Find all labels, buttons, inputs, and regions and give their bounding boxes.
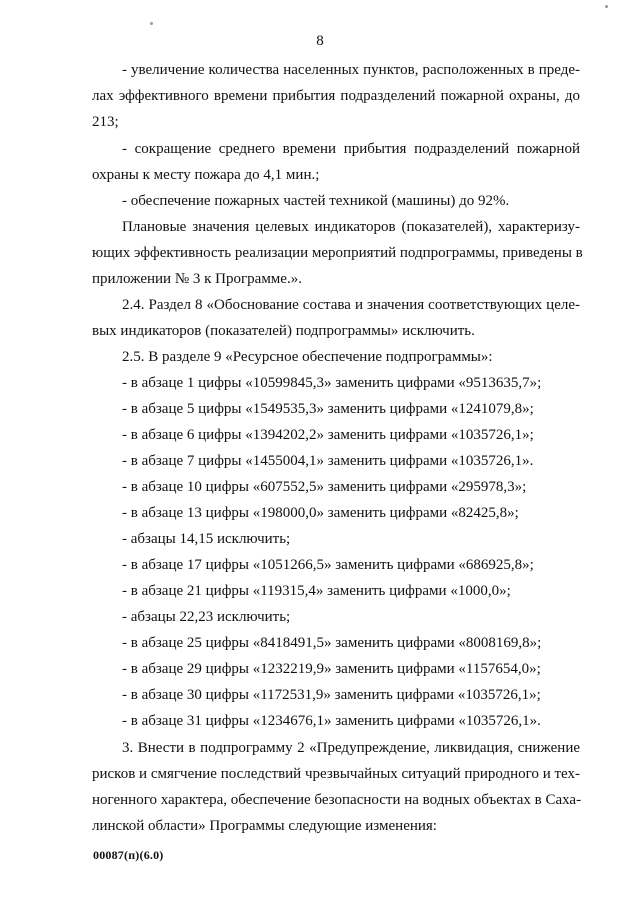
document-code: 00087(п)(6.0) [93, 848, 164, 862]
text-line: - сокращение среднего времени прибытия подразделений пожарной [122, 141, 580, 157]
text-line: - в абзаце 10 цифры «607552,5» заменить цифрами «295978,3»; [122, 479, 527, 495]
text-line: приложении № 3 к Программе.». [92, 271, 302, 287]
scan-speck [605, 5, 608, 8]
text-line: ющих эффективность реализации мероприятий подпрограммы, приведены в [92, 245, 583, 261]
text-line: 2.4. Раздел 8 «Обоснование состава и значения соответствующих целе- [122, 297, 580, 313]
text-line: линской области» Программы следующие изменения: [92, 818, 437, 834]
text-line: ногенного характера, обеспечение безопасности на водных объектах в Саха- [92, 792, 582, 808]
text-line: - увеличение количества населенных пунктов, расположенных в преде- [122, 62, 580, 78]
text-line: - абзацы 22,23 исключить; [122, 609, 291, 625]
text-line: - в абзаце 1 цифры «10599845,3» заменить цифрами «9513635,7»; [122, 375, 542, 391]
text-line: - абзацы 14,15 исключить; [122, 531, 291, 547]
text-line: 3. Внести в подпрограмму 2 «Предупреждение, ликвидация, снижение [122, 740, 580, 756]
text-line: - в абзаце 13 цифры «198000,0» заменить цифрами «82425,8»; [122, 505, 519, 521]
text-line: - в абзаце 25 цифры «8418491,5» заменить цифрами «8008169,8»; [122, 635, 542, 651]
page-number: 8 [316, 33, 324, 49]
text-line: - в абзаце 21 цифры «119315,4» заменить цифрами «1000,0»; [122, 583, 511, 599]
text-line: - в абзаце 5 цифры «1549535,3» заменить цифрами «1241079,8»; [122, 401, 534, 417]
text-line: охраны к месту пожара до 4,1 мин.; [92, 167, 320, 183]
text-line: - в абзаце 31 цифры «1234676,1» заменить цифрами «1035726,1». [122, 713, 541, 729]
text-line: 2.5. В разделе 9 «Ресурсное обеспечение подпрограммы»: [122, 349, 493, 365]
text-line: - обеспечение пожарных частей техникой (машины) до 92%. [122, 193, 510, 209]
text-line: 213; [92, 114, 119, 130]
text-line: лах эффективного времени прибытия подразделений пожарной охраны, до [92, 88, 580, 104]
text-line: рисков и смягчение последствий чрезвычайных ситуаций природного и тех- [92, 766, 580, 782]
scan-speck [150, 22, 153, 25]
text-line: - в абзаце 30 цифры «1172531,9» заменить цифрами «1035726,1»; [122, 687, 541, 703]
text-line: вых индикаторов (показателей) подпрограммы» исключить. [92, 323, 475, 339]
text-line: Плановые значения целевых индикаторов (показателей), характеризу- [122, 219, 580, 235]
text-line: - в абзаце 29 цифры «1232219,9» заменить цифрами «1157654,0»; [122, 661, 541, 677]
text-line: - в абзаце 7 цифры «1455004,1» заменить цифрами «1035726,1». [122, 453, 534, 469]
text-line: - в абзаце 6 цифры «1394202,2» заменить цифрами «1035726,1»; [122, 427, 534, 443]
text-line: - в абзаце 17 цифры «1051266,5» заменить цифрами «686925,8»; [122, 557, 534, 573]
